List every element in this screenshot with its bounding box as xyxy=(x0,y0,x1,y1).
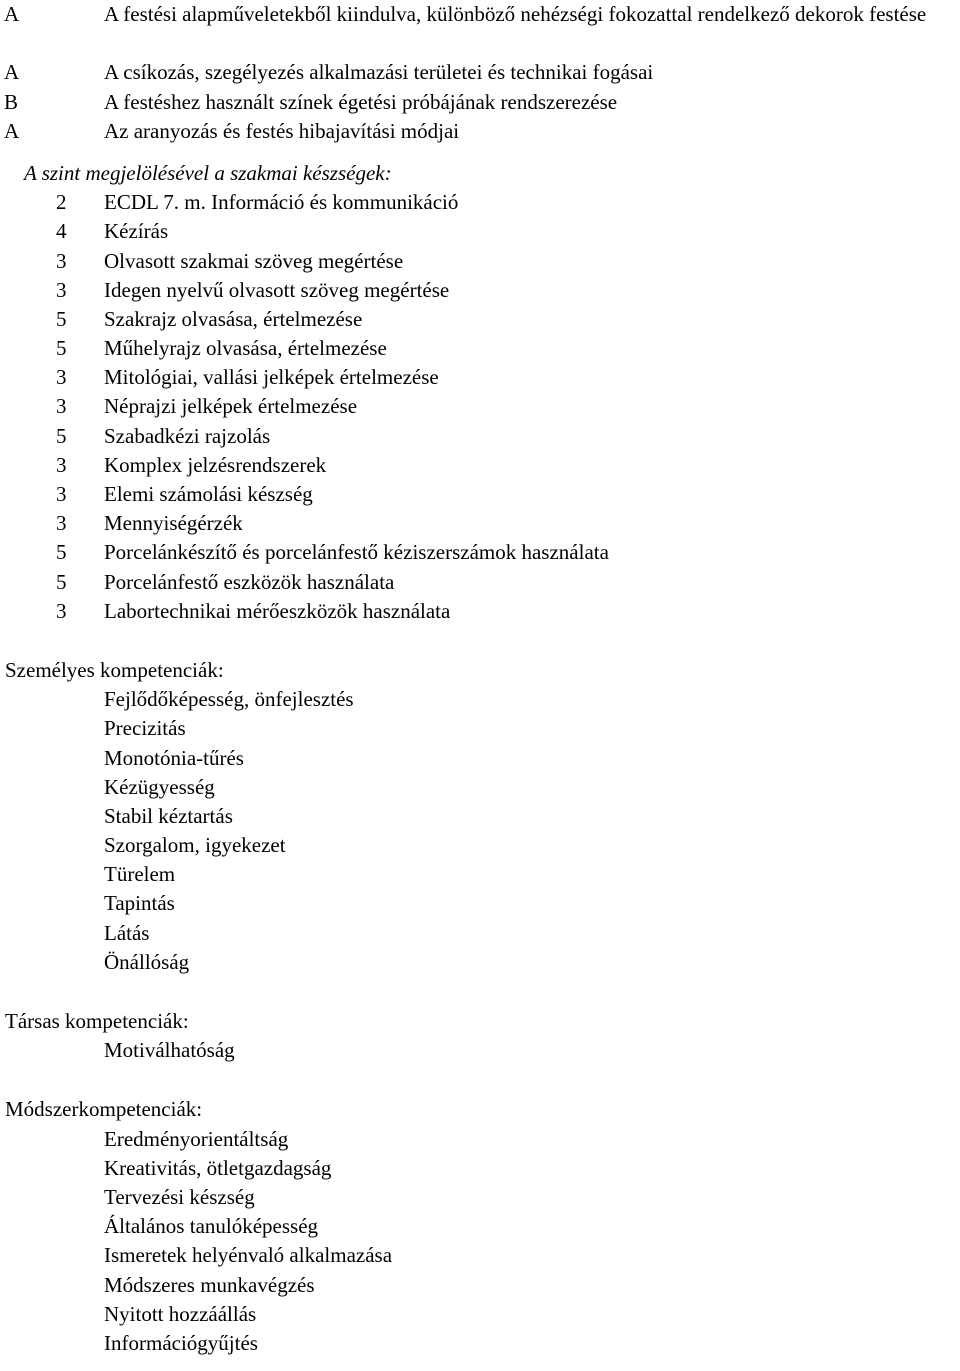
level-code: 3 xyxy=(56,511,67,536)
level-code: 3 xyxy=(56,598,67,623)
level-code: 3 xyxy=(56,365,67,390)
list-item: Ismeretek helyénvaló alkalmazása xyxy=(104,1243,393,1268)
list-item: Fejlődőképesség, önfejlesztés xyxy=(104,687,354,712)
list-item xyxy=(0,58,960,87)
level-code: 5 xyxy=(56,423,67,448)
level-code: 3 xyxy=(56,482,67,507)
list-item xyxy=(0,117,960,146)
item-text: Labortechnikai mérőeszközök használata xyxy=(104,598,451,623)
list-item xyxy=(0,568,960,597)
level-code: A xyxy=(4,60,20,85)
item-text: A festéshez használt színek égetési próbájának rendszerezése xyxy=(104,89,618,114)
item-text: Az aranyozás és festés hibajavítási módjai xyxy=(104,118,460,143)
list-item: Tervezési készség xyxy=(104,1184,255,1209)
item-text: ECDL 7. m. Információ és kommunikáció xyxy=(104,190,459,215)
level-code: 5 xyxy=(56,569,67,594)
list-item: Eredményorientáltság xyxy=(104,1126,289,1151)
list-item xyxy=(0,597,960,626)
item-text: Komplex jelzésrendszerek xyxy=(104,452,327,477)
social-competencies-heading: Társas kompetenciák: xyxy=(5,1009,189,1034)
item-text: A festési alapműveletekből kiindulva, különböző nehézségi fokozattal rendelkező dekorok festése xyxy=(104,2,927,26)
level-code: B xyxy=(4,89,19,114)
item-text: Olvasott szakmai szöveg megértése xyxy=(104,248,404,273)
list-item: Tapintás xyxy=(104,891,175,916)
list-item: Motiválhatóság xyxy=(104,1038,235,1063)
item-text: Kézírás xyxy=(104,219,169,244)
item-text: Szabadkézi rajzolás xyxy=(104,423,271,448)
item-text: Idegen nyelvű olvasott szöveg megértése xyxy=(104,277,450,302)
item-text: Porcelánkészítő és porcelánfestő kéziszerszámok használata xyxy=(104,540,609,565)
level-code: 5 xyxy=(56,336,67,361)
level-code: 5 xyxy=(56,540,67,565)
list-item xyxy=(0,276,960,305)
list-item xyxy=(0,363,960,392)
skills-heading: A szint megjelölésével a szakmai készségek: xyxy=(24,160,392,185)
list-item: Precizitás xyxy=(104,716,186,741)
level-code: A xyxy=(4,2,20,26)
level-code: 4 xyxy=(56,219,67,244)
item-text: Mitológiai, vallási jelképek értelmezése xyxy=(104,365,439,390)
method-competencies-heading: Módszerkompetenciák: xyxy=(5,1097,203,1122)
list-item xyxy=(0,451,960,480)
list-item xyxy=(0,509,960,538)
list-item xyxy=(0,392,960,421)
item-text: A csíkozás, szegélyezés alkalmazási területei és technikai fogásai xyxy=(104,60,654,85)
list-item xyxy=(0,0,960,58)
list-item xyxy=(0,538,960,567)
list-item: Türelem xyxy=(104,862,176,887)
list-item xyxy=(0,247,960,276)
item-text: Néprajzi jelképek értelmezése xyxy=(104,394,358,419)
item-text: Műhelyrajz olvasása, értelmezése xyxy=(104,336,387,361)
method-competencies-list xyxy=(0,1125,960,1359)
list-item: Önállóság xyxy=(104,949,190,974)
social-competencies-list xyxy=(0,1036,960,1065)
list-item xyxy=(0,334,960,363)
level-code: 3 xyxy=(56,452,67,477)
personal-competencies-heading: Személyes kompetenciák: xyxy=(5,657,224,682)
level-code: 2 xyxy=(56,190,67,215)
level-code: 3 xyxy=(56,248,67,273)
item-text: Porcelánfestő eszközök használata xyxy=(104,569,395,594)
list-item: Látás xyxy=(104,920,150,945)
list-item: Szorgalom, igyekezet xyxy=(104,833,286,858)
list-item xyxy=(0,422,960,451)
item-text: Elemi számolási készség xyxy=(104,482,313,507)
list-item xyxy=(0,188,960,217)
list-item xyxy=(0,217,960,246)
list-item xyxy=(0,480,960,509)
level-code: 3 xyxy=(56,394,67,419)
level-code: 5 xyxy=(56,306,67,331)
skills-list xyxy=(0,188,960,626)
list-item xyxy=(0,305,960,334)
list-item: Kreativitás, ötletgazdagság xyxy=(104,1155,332,1180)
list-item: Nyitott hozzáállás xyxy=(104,1301,257,1326)
level-code: 3 xyxy=(56,277,67,302)
list-item: Módszeres munkavégzés xyxy=(104,1272,315,1297)
list-item xyxy=(0,88,960,117)
item-text: Szakrajz olvasása, értelmezése xyxy=(104,306,363,331)
list-item: Monotónia-tűrés xyxy=(104,745,244,770)
item-text: Mennyiségérzék xyxy=(104,511,243,536)
list-item: Stabil kéztartás xyxy=(104,803,233,828)
level-code: A xyxy=(4,118,20,143)
list-item: Információgyűjtés xyxy=(104,1330,258,1355)
list-item: Kézügyesség xyxy=(104,774,215,799)
list-item: Általános tanulóképesség xyxy=(104,1214,319,1239)
personal-competencies-list xyxy=(0,685,960,977)
top-items-list xyxy=(0,0,960,146)
